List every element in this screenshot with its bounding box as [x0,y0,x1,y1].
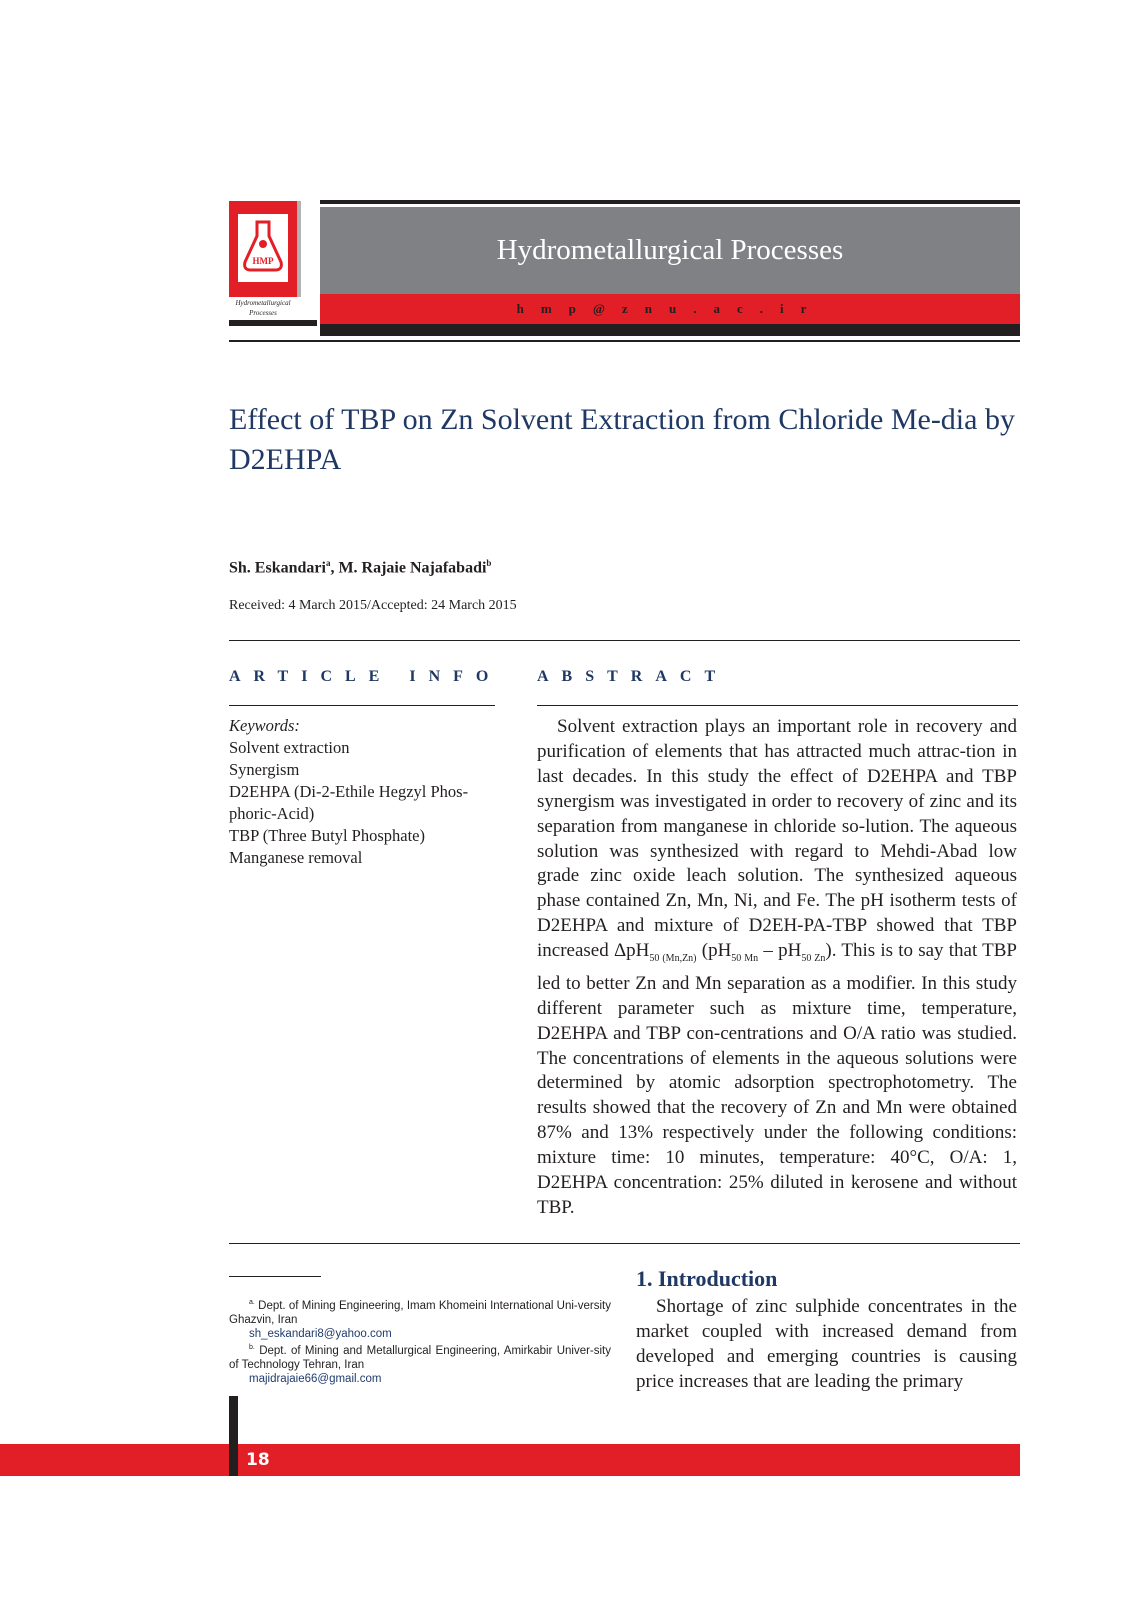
flask-icon [238,214,288,282]
keywords-label: Keywords: [229,716,300,735]
footnote-email[interactable]: majidrajaie66@gmail.com [249,1372,382,1385]
section-divider [229,640,1020,641]
footer-bar [229,1444,1020,1476]
author-list: Sh. Eskandari$^a$, M. Rajaie Najafabadi$^b$ [229,558,492,577]
abstract-heading: ABSTRACT [537,668,729,685]
journal-email[interactable]: hmp@znu.ac.ir [516,301,824,316]
abstract-rule [537,705,1018,706]
author-affil-mark: a [325,558,331,568]
keyword-item: Solvent extraction [229,738,350,757]
author-name: Sh. Eskandari [229,559,326,577]
logo-flask-icon [236,212,290,284]
abstract-body: Solvent extraction plays an important role in recovery and purification of elements that has attracted much attrac-tion in last decades. In this study the effect of D2EHPA and TBP synergism was investigated in order to recovery of zinc and its separation from manganese in chloride so-lution. The aqueous solution was synthesized with regard to Mehdi-Abad low grade zinc oxide leach solution. The synthesized aqueous phase contained Zn, Mn, Ni, and Fe. The pH isotherm tests of D2EHPA and mixture of D2EH-PA-TBP showed that TBP increased ΔpH [537,716,1017,962]
abstract-body: ). This is to say that TBP led to better Zn and Mn separation as a modifier. In this study different parameter such as mixture time, temperature, D2EHPA and TBP con-centrations and O/A ratio was studied. The concentrations of elements in the aqueous solutions were determined by atomic adsorption spectrophotometry. The results showed that the recovery of Zn and Mn were obtained 87% and 13% respectively under the following conditions: mixture time: 10 minutes, temperature: 40°C, O/A: 1, D2EHPA concentration: 25% diluted in kerosene and without TBP. [537,940,1017,1219]
keyword-item: D2EHPA (Di-2-Ethile Hegzyl Phos-phoric-Acid) [229,782,469,823]
footnote-mark: b. [249,1343,255,1351]
keyword-item: Synergism [229,760,300,779]
page-number: 18 [246,1450,270,1470]
author-affil-mark: b [486,558,492,568]
header-bottom-bar [320,324,1020,336]
abstract-subscript: 50 Mn [731,952,759,964]
keyword-item: TBP (Three Butyl Phosphate) [229,826,425,845]
logo-base-bar [229,320,317,326]
introduction-heading: 1. Introduction [636,1266,778,1291]
keyword-item: Manganese removal [229,848,363,867]
abstract-text [537,715,1017,1221]
footnote-rule [229,1276,321,1277]
received-dates: Received: 4 March 2015/Accepted: 24 March 2015 [229,598,517,613]
footnote-text: Dept. of Mining Engineering, Imam Khomeini International Uni-versity Ghazvin, Iran [229,1299,611,1326]
introduction-text: Shortage of zinc sulphide concentrates in the market coupled with increased demand from developed and emerging countries is causing price increases that are leading the primary [636,1296,1017,1392]
logo-caption: Hydrometallurgical Processes [235,299,291,317]
footnote-email[interactable]: sh_eskandari8@yahoo.com [249,1327,392,1340]
header-rule [229,340,1020,342]
article-info-rule [229,705,495,706]
journal-title: Hydrometallurgical Processes [496,234,844,266]
section-divider [229,1243,1020,1244]
author-name: M. Rajaie Najafabadi [338,559,487,577]
footer-bar-left [0,1444,229,1476]
logo-text: HMP [252,256,274,266]
footer-post [229,1396,238,1476]
keywords-block [229,715,494,869]
affiliation-footnotes [229,1296,611,1386]
abstract-body: (pH [696,940,732,962]
paper-title: Effect of TBP on Zn Solvent Extraction from Chloride Me-dia by D2EHPA [229,403,1015,476]
header-top-line [320,200,1020,204]
footnote-mark: a. [249,1299,255,1306]
abstract-subscript: 50 Zn [801,952,826,964]
article-info-heading: ARTICLE INFO [229,668,502,685]
footnote-text: Dept. of Mining and Metallurgical Engineering, Amirkabir Univer-sity of Technology Tehran, Iran [229,1344,612,1371]
abstract-body: – pH [758,940,802,962]
abstract-subscript: 50 (Mn,Zn) [649,952,697,964]
